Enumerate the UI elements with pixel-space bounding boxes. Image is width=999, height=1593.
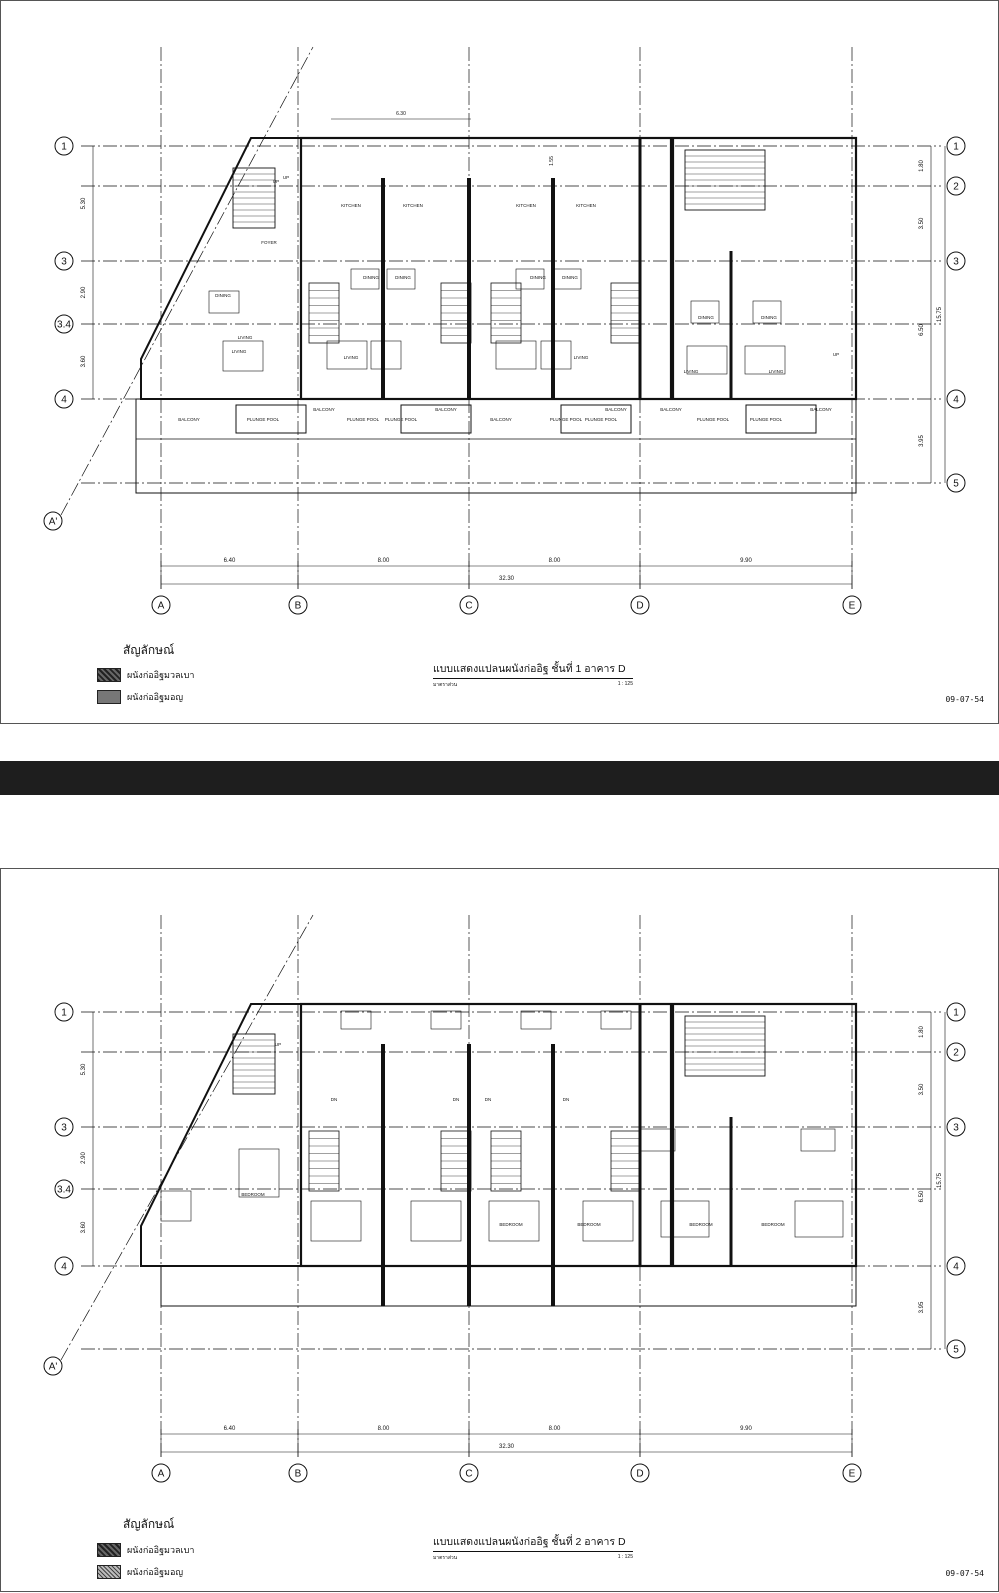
grid-bubble-row-right-label: 1 <box>953 1007 959 1019</box>
dim-left-label: 5.30 <box>81 1063 87 1076</box>
grid-bubble-row-left-label: 3 <box>61 1122 67 1134</box>
furniture <box>411 1201 461 1241</box>
dim-right-label: 6.50 <box>919 324 925 336</box>
drawing-title-block <box>433 1533 633 1562</box>
drawing-title: แบบแสดงแปลนผนังก่ออิฐ ชั้นที่ 2 อาคาร D <box>433 1533 633 1552</box>
room-label: BALCONY <box>810 407 832 412</box>
furniture <box>161 1191 191 1221</box>
dim-left-label: 2.90 <box>81 1152 87 1164</box>
legend-item-lightweight-brick <box>97 1543 194 1557</box>
grid-bubble-row-left-label: 3 <box>61 256 67 268</box>
room-label: LIVING <box>343 355 359 360</box>
furniture <box>223 341 263 371</box>
grid-bubble-row-right-label: 4 <box>953 394 959 406</box>
room-label: DN <box>330 1097 338 1102</box>
room-label: LIVING <box>768 369 784 374</box>
room-label: DINING <box>395 275 411 280</box>
grid-bubble-row-right-label: 5 <box>953 1344 959 1356</box>
dim-small-label: 1.55 <box>549 156 555 166</box>
furniture <box>661 1201 709 1237</box>
scale-value: 1 : 125 <box>617 1554 633 1560</box>
furniture <box>239 1149 279 1197</box>
dim-left-label: 3.60 <box>81 1221 87 1234</box>
room-label: BEDROOM <box>577 1222 601 1227</box>
grid-bubble-row-left-label: 1 <box>61 141 67 153</box>
room-label: PLUNGE POOL <box>749 417 783 422</box>
room-label: DINING <box>698 315 714 320</box>
room-label: BEDROOM <box>241 1192 265 1197</box>
dim-bottom-label: 8.00 <box>548 558 561 564</box>
room-label: BALCONY <box>490 417 512 422</box>
room-label: DN <box>452 1097 460 1102</box>
grid-bubble-row-left-label: 1 <box>61 1007 67 1019</box>
room-label: KITCHEN <box>341 203 361 208</box>
grid-bubble-col-B-label: B <box>294 600 302 612</box>
room-label: BALCONY <box>435 407 457 412</box>
scale-value: 1 : 125 <box>617 681 633 687</box>
dim-right-label: 3.50 <box>919 1083 925 1096</box>
grid-bubble-row-left-label: 3.4 <box>57 1184 71 1196</box>
room-label: KITCHEN <box>576 203 596 208</box>
floor-plan-sheet-2 <box>0 868 999 1592</box>
dim-right-total-label: 15.75 <box>937 306 943 323</box>
grid-bubble-row-right-label: 2 <box>953 181 959 193</box>
grid-line-diagonal <box>61 915 313 1360</box>
room-label: LIVING <box>231 349 247 354</box>
legend-item-clay-brick <box>97 1565 183 1579</box>
balcony-slab <box>161 1266 856 1306</box>
room-label: BALCONY <box>313 407 335 412</box>
grid-bubble-row-right-label: 3 <box>953 1122 959 1134</box>
dim-bottom-label: 6.40 <box>223 1426 236 1432</box>
grid-bubble-row-aprime-label: A' <box>48 1361 58 1373</box>
furniture <box>371 341 401 369</box>
dim-bottom-label: 6.40 <box>223 558 236 564</box>
drawing-title-block <box>433 660 633 689</box>
legend-label: ผนังก่ออิฐมอญ <box>127 692 184 702</box>
legend-swatch <box>97 668 121 682</box>
furniture <box>801 1129 835 1151</box>
room-label: BALCONY <box>178 417 200 422</box>
legend-label: ผนังก่ออิฐมอญ <box>127 1567 184 1577</box>
room-label: PLUNGE POOL <box>696 417 730 422</box>
legend-swatch <box>97 1565 121 1579</box>
dim-bottom-label: 8.00 <box>548 1426 561 1432</box>
dim-bottom-label: 9.90 <box>740 1426 752 1432</box>
furniture <box>795 1201 843 1237</box>
drawing-date: 09-07-54 <box>945 695 984 704</box>
grid-bubble-col-A-label: A <box>157 1468 165 1480</box>
room-label: PLUNGE POOL <box>384 417 418 422</box>
grid-bubble-row-right-label: 3 <box>953 256 959 268</box>
scale-label: มาตราส่วน <box>433 682 458 688</box>
grid-bubble-row-aprime-label: A' <box>48 516 58 528</box>
room-label: PLUNGE POOL <box>584 417 618 422</box>
dim-top-label: 6.30 <box>396 111 406 117</box>
room-label: UP <box>282 175 290 180</box>
dim-bottom-label: 8.00 <box>377 1426 390 1432</box>
room-label: KITCHEN <box>403 203 423 208</box>
dim-bottom-total-label: 32.30 <box>498 576 515 582</box>
room-label: PLUNGE POOL <box>346 417 380 422</box>
room-label: BEDROOM <box>761 1222 785 1227</box>
grid-bubble-row-right-label: 2 <box>953 1047 959 1059</box>
grid-bubble-col-E-label: E <box>848 600 856 612</box>
legend-item-lightweight-brick <box>97 668 194 682</box>
grid-bubble-row-right-label: 5 <box>953 478 959 490</box>
furniture <box>341 1011 371 1029</box>
grid-bubble-row-left-label: 4 <box>61 1261 67 1273</box>
room-label: BALCONY <box>605 407 627 412</box>
legend-label: ผนังก่ออิฐมวลเบา <box>127 1545 195 1555</box>
furniture <box>541 341 571 369</box>
dim-bottom-label: 9.90 <box>740 558 752 564</box>
grid-bubble-row-left-label: 4 <box>61 394 67 406</box>
sheet-divider <box>0 761 999 795</box>
grid-bubble-row-right-label: 1 <box>953 141 959 153</box>
drawing-title: แบบแสดงแปลนผนังก่ออิฐ ชั้นที่ 1 อาคาร D <box>433 660 633 679</box>
room-label: PLUNGE POOL <box>246 417 280 422</box>
dim-left-label: 3.60 <box>81 355 87 368</box>
grid-bubble-row-left-label: 3.4 <box>57 319 71 331</box>
room-label: FOYER <box>261 240 277 245</box>
dim-right-label: 3.50 <box>919 217 925 230</box>
furniture <box>521 1011 551 1029</box>
dim-right-label: 3.95 <box>919 1301 925 1314</box>
dim-right-label: 3.95 <box>919 435 925 447</box>
room-label: DINING <box>363 275 379 280</box>
room-label: DINING <box>215 293 231 298</box>
furniture <box>311 1201 361 1241</box>
dim-bottom-label: 8.00 <box>377 558 390 564</box>
room-label: KITCHEN <box>516 203 536 208</box>
room-label: DINING <box>761 315 777 320</box>
room-label: BEDROOM <box>499 1222 523 1227</box>
furniture <box>583 1201 633 1241</box>
grid-bubble-col-C-label: C <box>465 600 473 612</box>
grid-bubble-col-E-label: E <box>848 1468 856 1480</box>
legend-item-clay-brick <box>97 690 183 704</box>
building-outline-east <box>673 138 856 399</box>
furniture <box>489 1201 539 1241</box>
legend-label: ผนังก่ออิฐมวลเบา <box>127 670 195 680</box>
floor-plan-sheet-1 <box>0 0 999 724</box>
grid-bubble-col-C-label: C <box>465 1468 473 1480</box>
room-label: DN <box>484 1097 492 1102</box>
floor-plan-2-drawing <box>1 869 998 1591</box>
grid-bubble-col-D-label: D <box>636 1468 644 1480</box>
dim-right-total-label: 15.75 <box>937 1172 943 1189</box>
furniture <box>431 1011 461 1029</box>
room-label: BALCONY <box>660 407 682 412</box>
legend-title: สัญลักษณ์ <box>123 1517 175 1531</box>
room-label: LIVING <box>683 369 699 374</box>
room-label: UP <box>272 179 280 184</box>
dim-left-label: 2.90 <box>81 286 87 299</box>
room-label: DINING <box>562 275 578 280</box>
furniture <box>601 1011 631 1029</box>
room-label: PLUNGE POOL <box>549 417 583 422</box>
dim-left-label: 5.30 <box>81 197 87 210</box>
dim-bottom-total-label: 32.30 <box>498 1444 515 1450</box>
building-outline-west <box>141 138 301 399</box>
legend-swatch <box>97 690 121 704</box>
room-label: LIVING <box>237 335 253 340</box>
grid-bubble-col-D-label: D <box>636 600 644 612</box>
dim-right-label: 1.80 <box>919 1026 925 1038</box>
grid-line-diagonal <box>61 47 313 515</box>
grid-bubble-col-A-label: A <box>157 600 165 612</box>
room-label: DN <box>562 1097 570 1102</box>
floor-plan-1-drawing <box>1 1 998 723</box>
dim-right-label: 1.80 <box>919 160 925 172</box>
room-label: UP <box>274 1042 282 1047</box>
balcony-slab <box>136 399 856 493</box>
room-label: DINING <box>530 275 546 280</box>
room-label: UP <box>832 352 840 357</box>
grid-bubble-row-right-label: 4 <box>953 1261 959 1273</box>
scale-label: มาตราส่วน <box>433 1555 458 1561</box>
drawing-date: 09-07-54 <box>945 1569 984 1578</box>
room-label: LIVING <box>573 355 589 360</box>
grid-bubble-col-B-label: B <box>294 1468 302 1480</box>
room-label: BEDROOM <box>689 1222 713 1227</box>
legend-swatch <box>97 1543 121 1557</box>
dim-right-label: 6.50 <box>919 1190 925 1203</box>
legend-title: สัญลักษณ์ <box>123 643 175 657</box>
furniture <box>496 341 536 369</box>
building-outline-main <box>301 1004 671 1266</box>
